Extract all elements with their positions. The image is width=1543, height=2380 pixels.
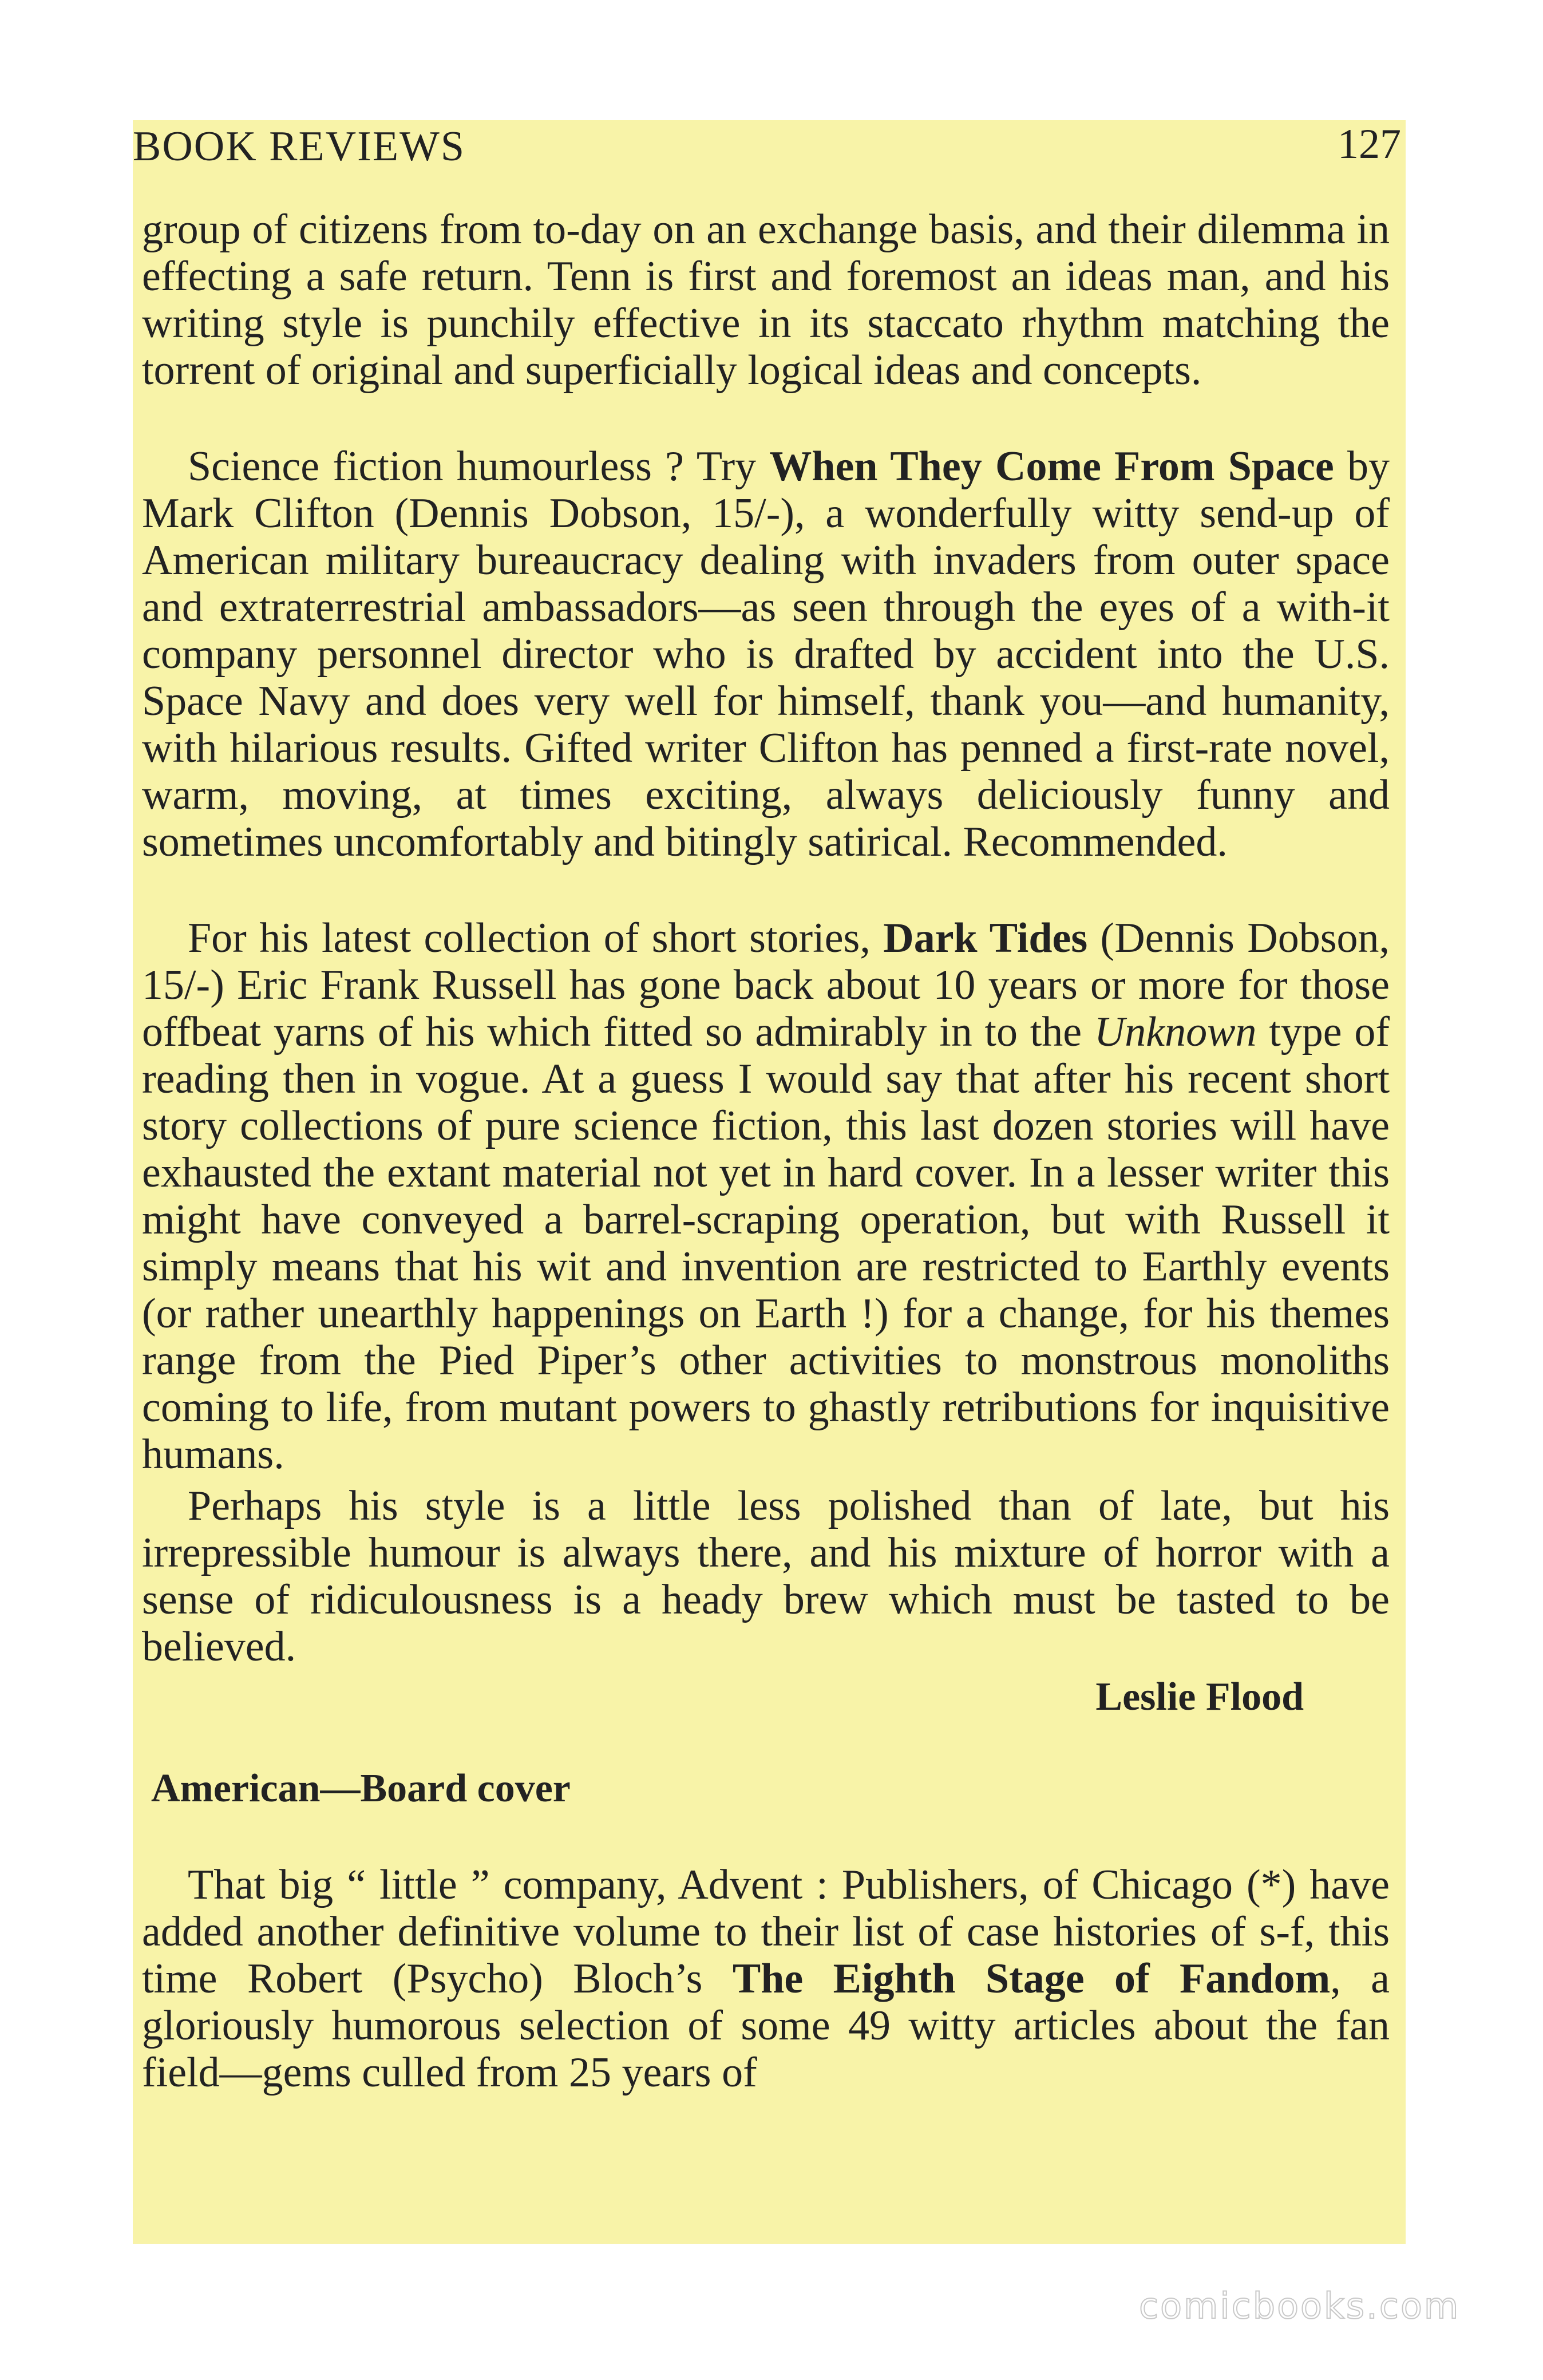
review-dark-tides-paragraph bbox=[142, 915, 1390, 1478]
review-continuation-paragraph: group of citizens from to-day on an exchange basis, and their dilemma in effecting a safe return. Tenn is first and foremost an ideas man, and his writing style is punchily effective in its staccato rhythm matching the torrent of original and superficially logical ideas and concepts. bbox=[142, 206, 1390, 394]
page-number: 127 bbox=[1338, 121, 1401, 168]
reviewer-signature: Leslie Flood bbox=[1095, 1675, 1304, 1719]
book-title: When They Come From Space bbox=[769, 443, 1334, 490]
review-body-text: by Mark Clifton (Dennis Dobson, 15/-), a wonderfully witty send-up of American military bureaucracy dealing with invaders from outer space and extraterrestrial ambassadors—as seen through the eyes of a with-it company personnel director who is drafted by accident into the U.S. Space Navy and does very well for himself, thank you—and humanity, with hilarious results. Gifted writer Clifton has penned a first-rate novel, warm, moving, at times exciting, always deliciously funny and sometimes uncomfortably and bitingly satirical. Recommended. bbox=[142, 443, 1390, 865]
review-intro-text: For his latest collection of short stories, bbox=[188, 915, 884, 962]
review-eighth-stage-paragraph bbox=[142, 1861, 1390, 2096]
review-body-text: type of reading then in vogue. At a guess I would say that after his recent short story collections of pure science fiction, this last dozen stories will have exhausted the extant material not yet in hard cover. In a lesser writer this might have conveyed a barrel-scraping operation, but with Russell it simply means that his wit and invention are restricted to Earthly events (or rather unearthly happenings on Earth !) for a change, for his themes range from the Pied Piper’s other activities to monstrous monoliths coming to life, from mutant powers to ghastly retributions for inquisitive humans. bbox=[142, 1009, 1390, 1478]
page-header bbox=[133, 120, 1406, 172]
watermark-logo: comicbooks.com bbox=[1139, 2285, 1461, 2327]
page-content bbox=[142, 206, 1390, 2096]
book-title: Dark Tides bbox=[883, 915, 1088, 962]
running-head: BOOK REVIEWS bbox=[133, 123, 466, 170]
book-title: The Eighth Stage of Fandom bbox=[732, 1955, 1331, 2002]
review-body-text: (Dennis Dobson, 15/-) Eric Frank Russell has gone back about 10 years or more for those offbeat yarns of his which fitted so admirably in to the bbox=[142, 915, 1390, 1055]
review-body-text: , a gloriously humorous selection of some 49 witty articles about the fan field—gems culled from 25 years of bbox=[142, 1955, 1390, 2096]
review-intro-text: That big “ little ” company, Advent : Publishers, of Chicago (*) have added another definitive volume to their list of case histories of s-f, this time Robert (Psycho) Bloch’s bbox=[142, 1861, 1390, 2002]
review-intro-text: Science fiction humourless ? Try bbox=[188, 443, 770, 490]
section-heading: American—Board cover bbox=[151, 1766, 571, 1810]
magazine-title: Unknown bbox=[1094, 1009, 1257, 1055]
book-page bbox=[133, 120, 1406, 2244]
review-when-they-come-paragraph bbox=[142, 443, 1390, 865]
review-dark-tides-paragraph-2: Perhaps his style is a little less polished than of late, but his irrepressible humour is always there, and his mixture of horror with a sense of ridiculousness is a heady brew which must be tasted to be believed. bbox=[142, 1482, 1390, 1670]
